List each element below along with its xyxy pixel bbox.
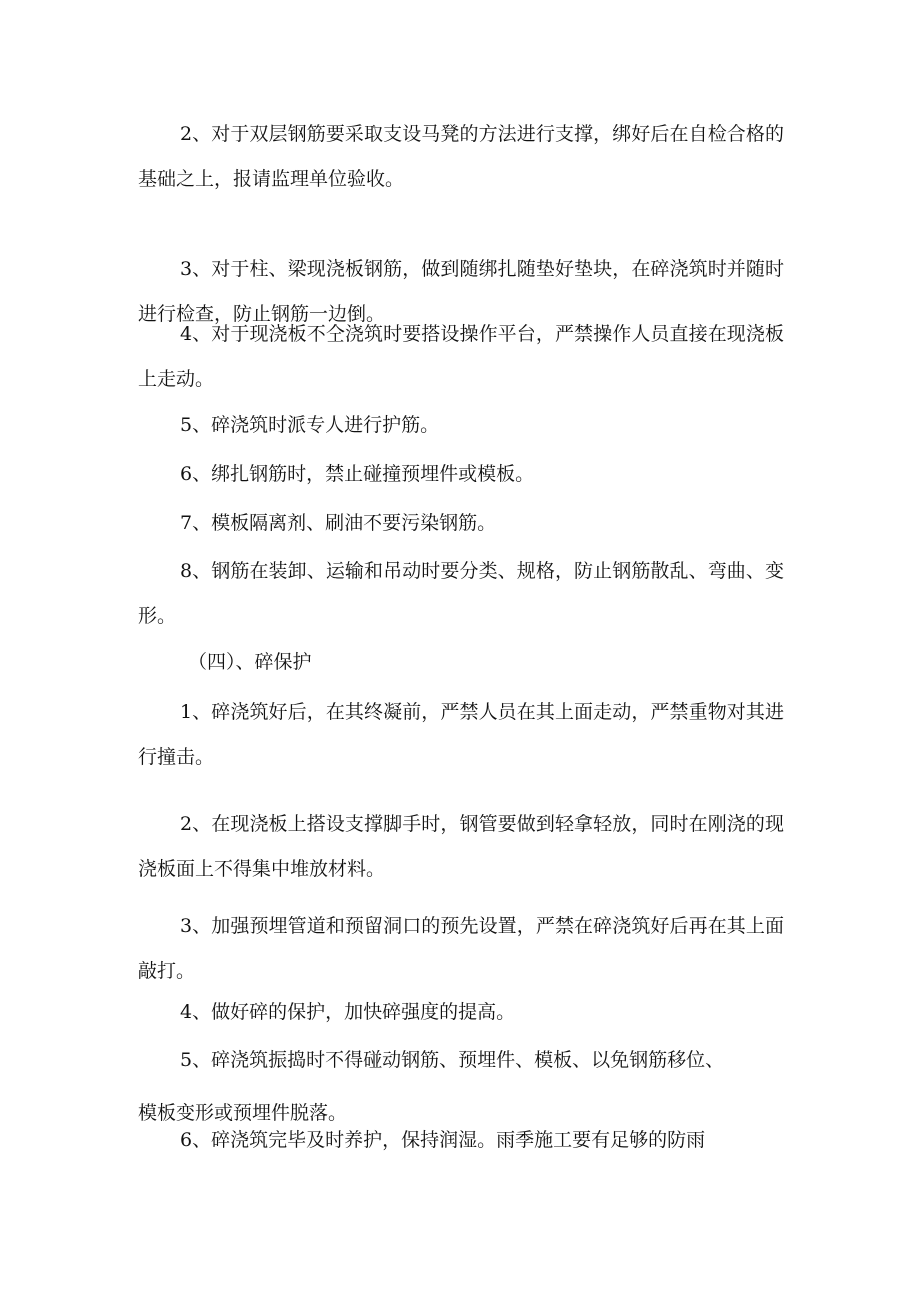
paragraph-2: 2、对于双层钢筋要采取支设马凳的方法进行支撑，绑好后在自检合格的基础之上，报请监理单位验收。: [138, 123, 784, 190]
paragraph-6: 6、绑扎钢筋时，禁止碰撞预埋件或模板。: [180, 463, 535, 485]
section-paragraph-1: 1、碎浇筑好后，在其终凝前，严禁人员在其上面走动，严禁重物对其进行撞击。: [138, 701, 784, 768]
section-heading: （四）、碎保护: [188, 651, 312, 673]
section-paragraph-5-line-2: 模板变形或预埋件脱落。: [138, 1102, 348, 1124]
section-paragraph-3: 3、加强预埋管道和预留洞口的预先设置，严禁在碎浇筑好后再在其上面敲打。: [138, 915, 784, 982]
section-paragraph-2: 2、在现浇板上搭设支撑脚手时，钢管要做到轻拿轻放，同时在刚浇的现浇板面上不得集中堆放材料。: [138, 813, 784, 880]
paragraph-8: 8、钢筋在装卸、运输和吊动时要分类、规格，防止钢筋散乱、弯曲、变形。: [138, 560, 784, 627]
section-paragraph-4: 4、做好碎的保护，加快碎强度的提高。: [180, 1001, 516, 1023]
paragraph-5: 5、碎浇筑时派专人进行护筋。: [180, 414, 440, 436]
paragraph-7: 7、模板隔离剂、刷油不要污染钢筋。: [180, 512, 497, 534]
section-paragraph-5-line-1: 5、碎浇筑振捣时不得碰动钢筋、预埋件、模板、以免钢筋移位、: [180, 1049, 725, 1071]
section-paragraph-6-line-1: 6、碎浇筑完毕及时养护，保持润湿。雨季施工要有足够的防雨: [180, 1129, 706, 1151]
paragraph-4: 4、对于现浇板不仝浇筑时要搭设操作平台，严禁操作人员直接在现浇板上走动。: [138, 323, 784, 390]
paragraph-3: 3、对于柱、梁现浇板钢筋，做到随绑扎随垫好垫块，在碎浇筑时并随时进行检查，防止钢筋一边倒。: [138, 258, 784, 325]
